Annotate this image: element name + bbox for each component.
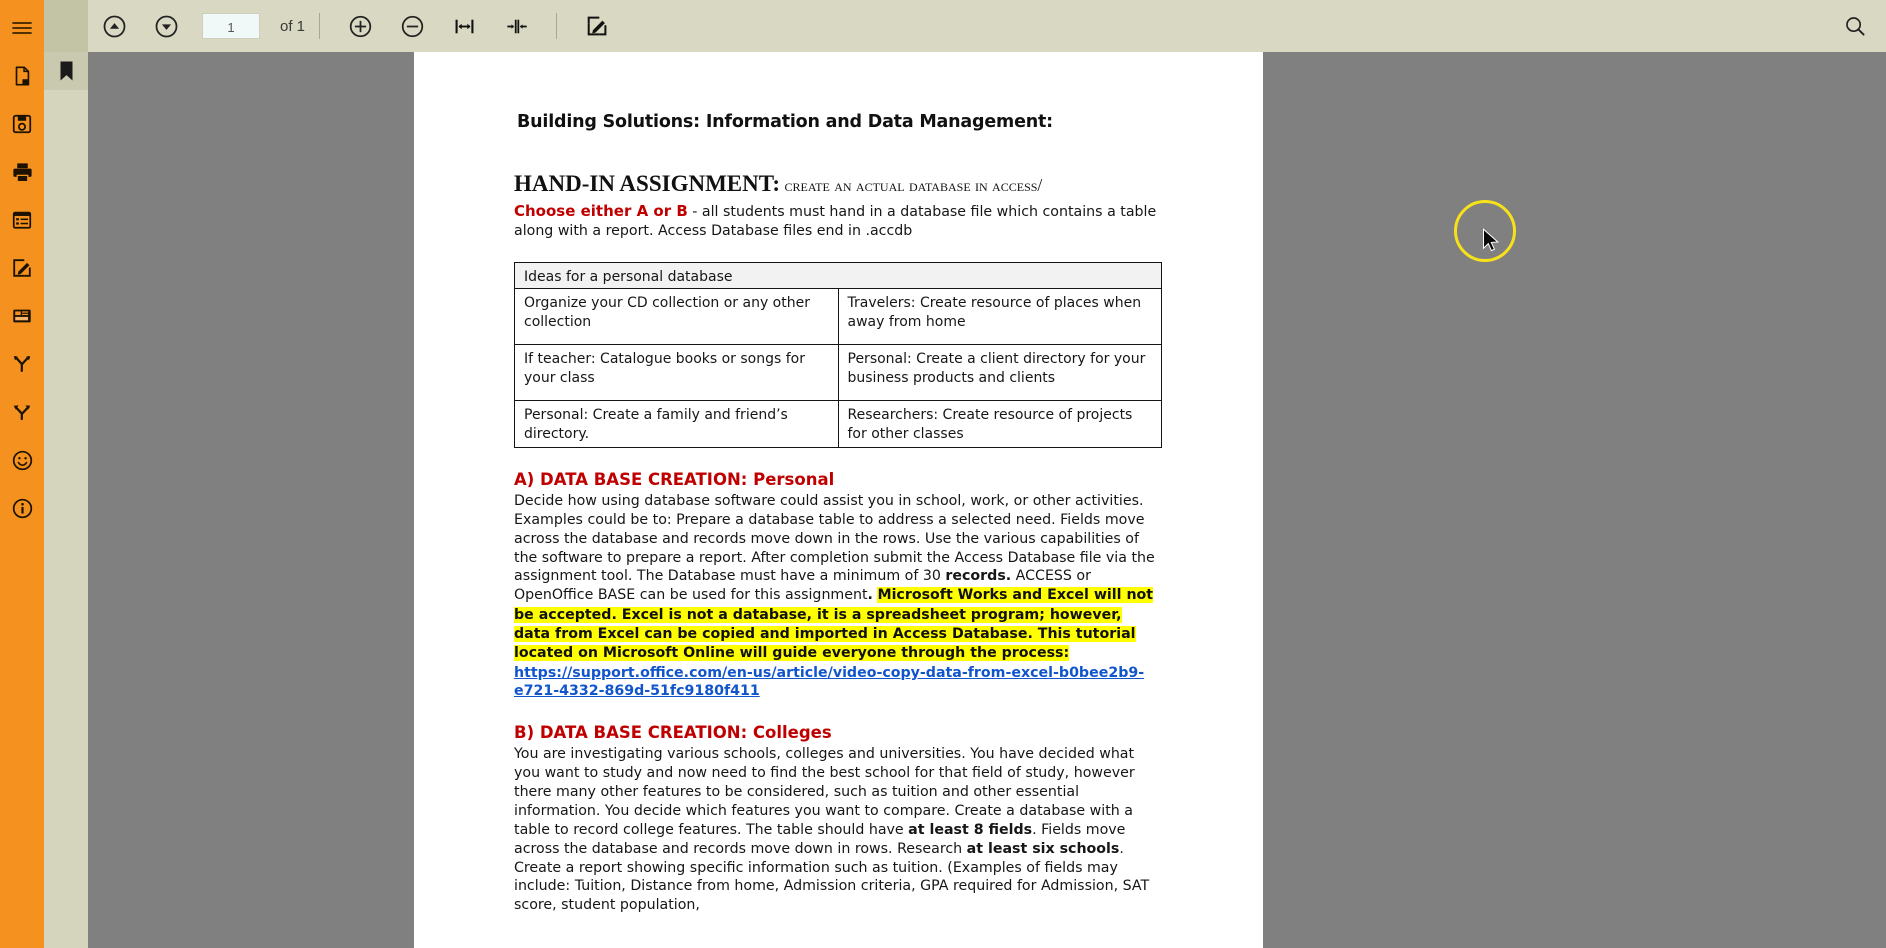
section-b-bold-2: at least six schools [966,840,1120,857]
previous-page-button[interactable] [88,0,140,52]
table-cell: Travelers: Create resource of places when away from home [838,289,1162,345]
table-cell: Personal: Create a client directory for your business products and clients [838,345,1162,401]
section-a-body [514,492,1161,701]
table-cell: Researchers: Create resource of projects for other classes [838,401,1162,448]
section-b-heading: B) DATA BASE CREATION: Colleges [514,723,832,743]
table-cell: Personal: Create a family and friend’s directory. [515,401,839,448]
hand-in-assignment-heading [514,170,1161,199]
section-b-bold-1: at least 8 fields [908,821,1033,838]
section-b-body [514,745,1161,915]
document-title: Building Solutions: Information and Data Management: [517,112,1053,132]
section-b-text-3: . Create a report showing specific information such as tuition. (Examples of fields may include: Tuition, Distance from home, Admission criteria, GPA required for Admission, SAT score, student population, [514,840,1150,914]
section-a-heading: A) DATA BASE CREATION: Personal [514,469,835,489]
table-row [515,289,1162,345]
merge-arrows-icon[interactable] [0,340,44,388]
smiley-face-icon[interactable] [0,436,44,484]
fit-page-width-button[interactable] [438,0,490,52]
page-number-input[interactable]: 1 [202,13,260,39]
info-circle-icon[interactable] [0,484,44,532]
table-header-row [515,262,1162,288]
toolbar-divider-1 [319,13,320,39]
ideas-table [514,262,1162,448]
section-b-text-2: . Fields move across the database and records move down in rows. Research [514,821,1126,857]
top-toolbar [44,0,1886,52]
table-row [515,401,1162,448]
split-arrows-icon[interactable] [0,388,44,436]
annotate-edit-button[interactable] [571,0,623,52]
save-disk-icon[interactable] [0,100,44,148]
search-button[interactable] [1830,0,1880,52]
table-row [515,345,1162,401]
zoom-out-button[interactable] [386,0,438,52]
next-page-button[interactable] [140,0,192,52]
page-count-label: of 1 [280,17,306,35]
presentation-slide-icon[interactable] [0,292,44,340]
search-magnifier-icon [1843,14,1867,38]
choose-either-label: Choose either A or B [514,201,688,220]
section-a-text-2: ACCESS or OpenOffice BASE can be used for this assignment [514,568,1091,604]
choose-rest-text: - all students must hand in a database file which contains a table along with a report. Access Database files end in .accdb [514,203,1157,239]
fit-page-height-button[interactable] [490,0,542,52]
table-cell: Organize your CD collection or any other collection [515,289,839,345]
table-cell: If teacher: Catalogue books or songs for your class [515,345,839,401]
toolbar-divider-2 [556,13,557,39]
bookmark-sidebar [44,52,88,948]
choose-paragraph [514,202,1161,241]
pdf-page-1 [414,52,1263,948]
zoom-in-button[interactable] [334,0,386,52]
section-b-text-1: You are investigating various schools, colleges and universities. You have decided what you want to study and now need to find the best school for that field of study, however there many other features to be considered, such as tuition and other essential information. You decide which features you want to compare. Create a database with a table to record college features. The table should have [514,746,1135,838]
form-list-icon[interactable] [0,196,44,244]
document-viewer-canvas[interactable] [88,52,1886,948]
new-document-icon[interactable] [0,52,44,100]
section-a-text-1: Decide how using database software could assist you in school, work, or other activities. Examples could be to: Prepare a database table to address a selected need. Fields move across the database and records move down in the rows. Use the various capabilities of the software to prepare a report. After completion submit the Access Database file via the assignment tool. The Database must have a minimum of 30 [514,492,1155,585]
hand-in-caps-text: create an actual database in access/ [784,175,1043,195]
toolbar-sidebar-spacer [44,0,88,52]
bookmark-icon[interactable] [44,52,88,90]
ideas-table-header: Ideas for a personal database [515,262,1162,288]
section-a-bold-1: records. [945,568,1012,585]
section-a-bold-2: . [867,587,873,604]
left-tool-rail [0,0,44,948]
edit-pencil-square-icon[interactable] [0,244,44,292]
hand-in-strong-text: HAND-IN ASSIGNMENT: [514,171,781,196]
excel-tutorial-link[interactable]: https://support.office.com/en-us/article/video-copy-data-from-excel-b0bee2b9-e721-4332-869d-51fc9180f411 [514,664,1145,700]
printer-icon[interactable] [0,148,44,196]
hamburger-menu-icon[interactable] [0,4,44,52]
section-a-highlighted-note: Microsoft Works and Excel will not be accepted. Excel is not a database, it is a spreadsheet program; however, data from Excel can be copied and imported in Access Database. This tutorial located on Microsoft Online will guide everyone through the process: [514,587,1154,662]
